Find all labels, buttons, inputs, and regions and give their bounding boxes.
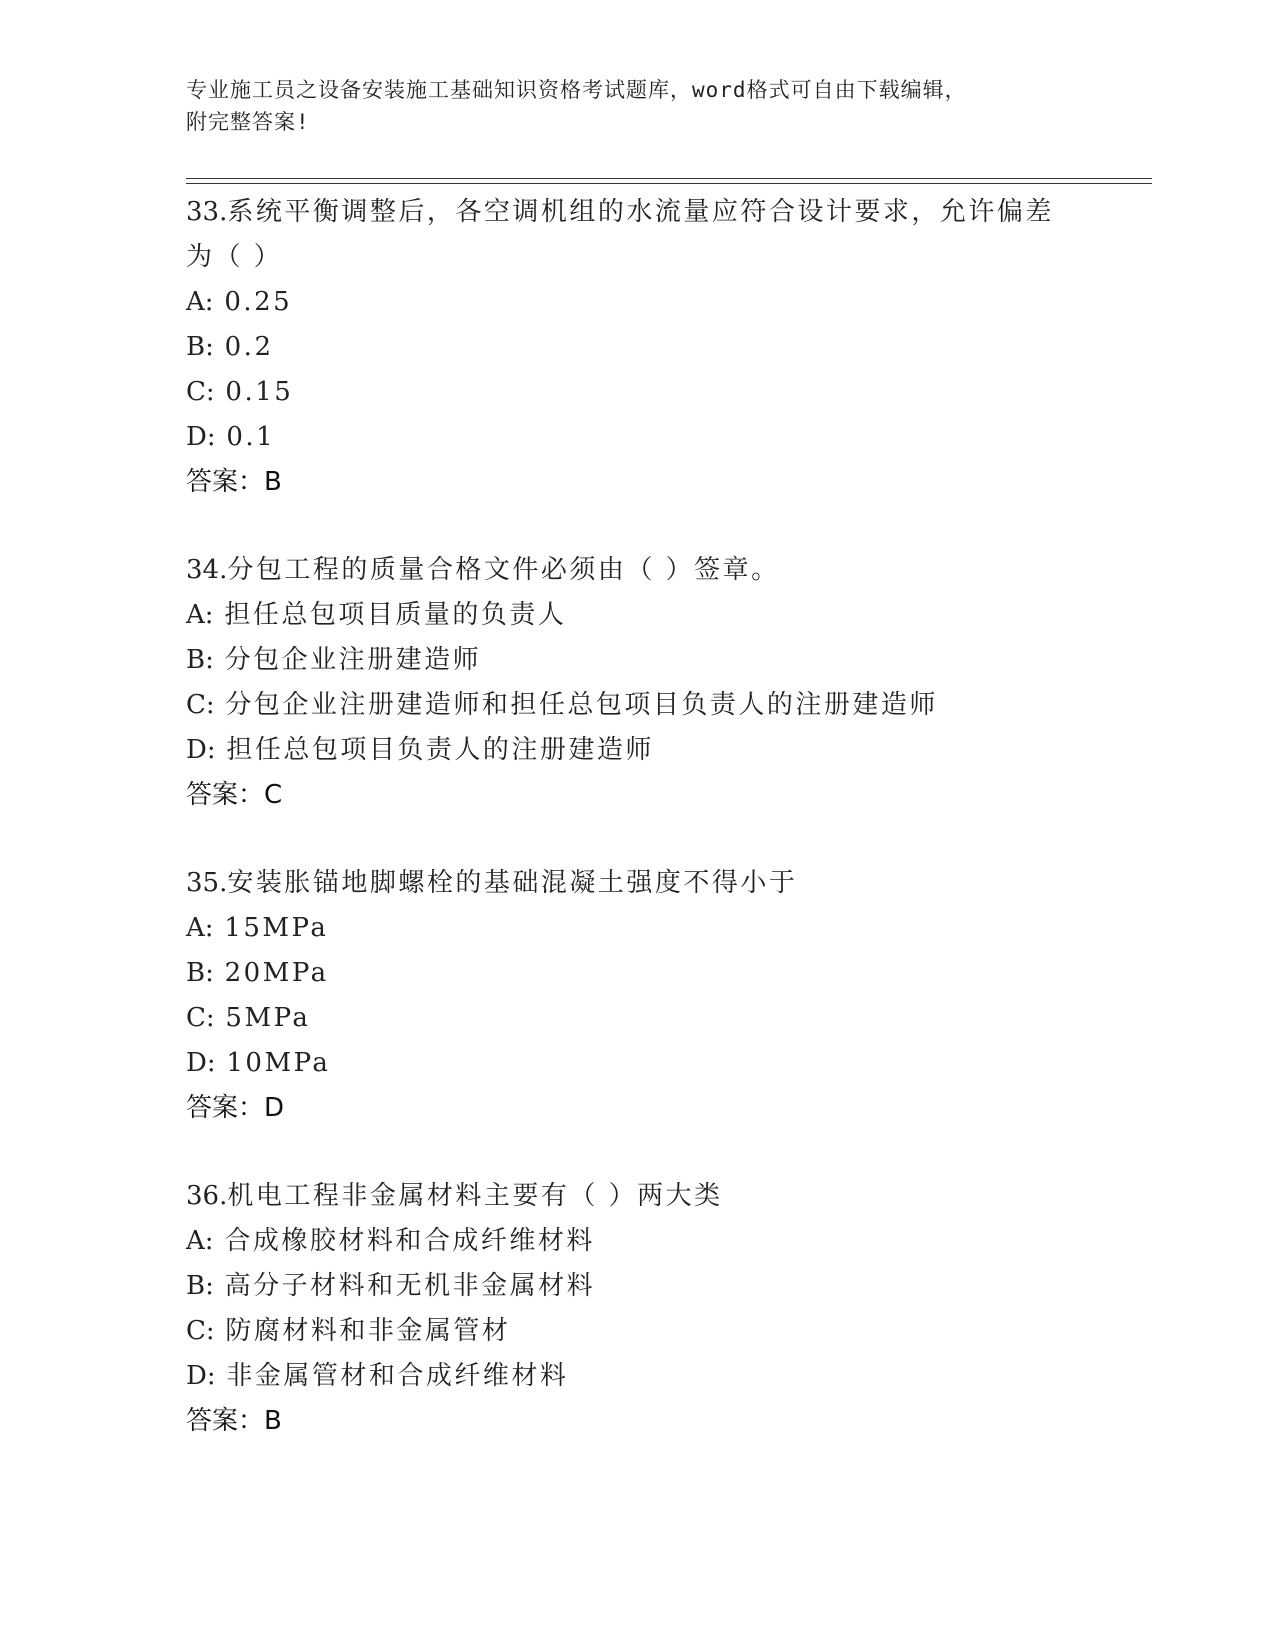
question-number: 33.: [186, 197, 228, 227]
option-a: [186, 593, 1086, 638]
option-b: [186, 951, 1086, 996]
header-divider-top: [186, 178, 1152, 179]
option-text: 合成橡胶材料和合成纤维材料: [224, 1226, 595, 1256]
option-letter: A:: [186, 1226, 214, 1256]
header-line-1: 专业施工员之设备安装施工基础知识资格考试题库，word格式可自由下载编辑，: [186, 78, 967, 102]
option-a: [186, 906, 1086, 951]
option-d: [186, 415, 1086, 460]
option-text: 10MPa: [226, 1048, 331, 1078]
answer-line: 答案：B: [186, 1406, 282, 1436]
option-text: 担任总包项目负责人的注册建造师: [226, 735, 654, 765]
option-letter: D:: [186, 422, 216, 452]
option-b: [186, 325, 1086, 370]
option-text: 分包企业注册建造师和担任总包项目负责人的注册建造师: [225, 690, 938, 720]
question-34: [186, 548, 1086, 817]
option-text: 分包企业注册建造师: [224, 645, 482, 675]
option-text: 防腐材料和非金属管材: [225, 1316, 511, 1346]
option-text: 20MPa: [224, 958, 329, 988]
option-d: [186, 1041, 1086, 1086]
option-c: [186, 996, 1086, 1041]
option-letter: C:: [186, 690, 215, 720]
option-letter: B:: [186, 1271, 214, 1301]
option-letter: C:: [186, 1003, 215, 1033]
option-c: [186, 370, 1086, 415]
option-letter: D:: [186, 1048, 216, 1078]
option-letter: B:: [186, 332, 214, 362]
question-text: 安装胀锚地脚螺栓的基础混凝土强度不得小于: [227, 868, 798, 898]
option-letter: D:: [186, 1361, 216, 1391]
question-stem: [186, 861, 1056, 906]
answer-line: 答案：D: [186, 1093, 285, 1123]
option-text: 高分子材料和无机非金属材料: [224, 1271, 596, 1301]
option-letter: B:: [186, 958, 214, 988]
question-number: 35.: [186, 868, 228, 898]
answer-line: 答案：B: [186, 467, 282, 497]
option-letter: A:: [186, 600, 214, 630]
option-text: 0.1: [226, 422, 276, 452]
option-text: 非金属管材和合成纤维材料: [226, 1361, 569, 1391]
question-text: 分包工程的质量合格文件必须由（ ）签章。: [227, 555, 780, 585]
question-stem: [186, 548, 1056, 593]
option-letter: A:: [186, 287, 214, 317]
option-letter: C:: [186, 377, 215, 407]
option-b: [186, 638, 1086, 683]
option-letter: A:: [186, 913, 214, 943]
option-text: 担任总包项目质量的负责人: [224, 600, 567, 630]
document-header: [186, 74, 1066, 138]
option-a: [186, 280, 1086, 325]
answer-line: 答案：C: [186, 780, 283, 810]
header-divider-bottom: [186, 183, 1152, 184]
option-text: 15MPa: [224, 913, 329, 943]
option-a: [186, 1219, 1086, 1264]
option-letter: D:: [186, 735, 216, 765]
question-number: 36.: [186, 1181, 228, 1211]
option-letter: C:: [186, 1316, 215, 1346]
option-c: [186, 683, 1086, 728]
option-c: [186, 1309, 1086, 1354]
option-d: [186, 1354, 1086, 1399]
question-33: [186, 190, 1086, 504]
question-number: 34.: [186, 555, 228, 585]
option-text: 0.25: [224, 287, 293, 317]
header-line-2: 附完整答案!: [186, 110, 310, 134]
question-35: [186, 861, 1086, 1130]
question-stem: [186, 1174, 1056, 1219]
option-text: 0.15: [225, 377, 294, 407]
option-b: [186, 1264, 1086, 1309]
question-36: [186, 1174, 1086, 1443]
option-d: [186, 728, 1086, 773]
option-letter: B:: [186, 645, 214, 675]
option-text: 0.2: [224, 332, 274, 362]
question-text: 机电工程非金属材料主要有（ ）两大类: [227, 1181, 723, 1211]
question-list: [186, 190, 1086, 1487]
question-text: 系统平衡调整后，各空调机组的水流量应符合设计要求，允许偏差为（ ）: [186, 197, 1054, 272]
option-text: 5MPa: [225, 1003, 311, 1033]
question-stem: [186, 190, 1056, 280]
